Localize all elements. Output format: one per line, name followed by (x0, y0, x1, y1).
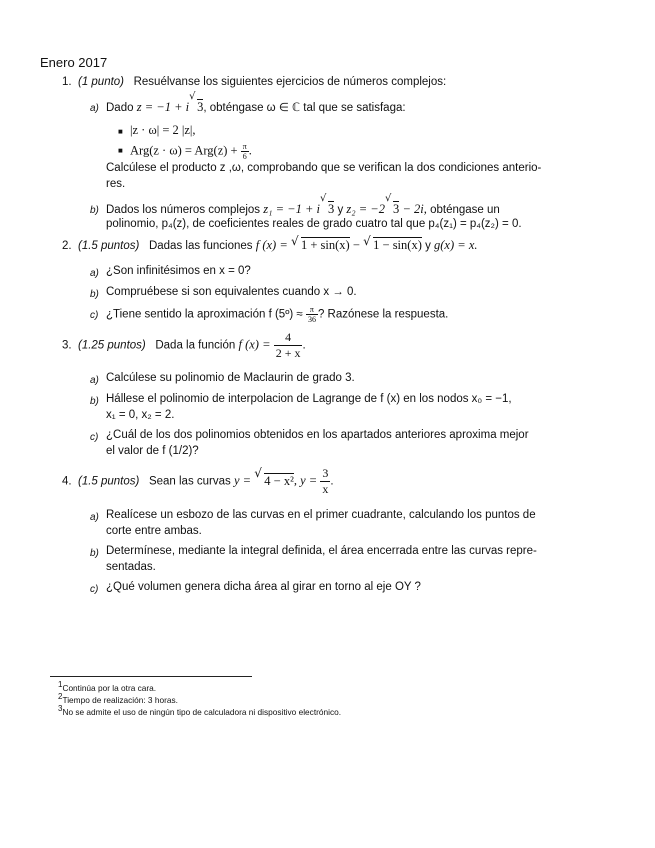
q3b-line2: x₁ = 0, x₂ = 2. (106, 409, 175, 421)
item-label: c) (90, 432, 99, 443)
q2b-text: Compruébese si son equivalentes cuando x → 0. (106, 286, 357, 298)
q3b-line1: Hállese el polinomio de interpolacion de Lagrange de f (x) en los nodos x₀ = −1, (106, 393, 512, 405)
question-1-header (62, 76, 446, 88)
q3c-line1: ¿Cuál de los dos polinomios obtenidos en los apartados anteriores aproxima mejor (106, 429, 529, 441)
item-label: b) (90, 289, 99, 300)
q2c-text-pre: ¿Tiene sentido la aproximación f (5º) ≈ (106, 308, 303, 321)
q3c-line2: el valor de f (1/2)? (106, 445, 199, 457)
q2-radicand-2: 1 − sin(x) (373, 238, 422, 252)
q1a-text-post: , obténgase ω ∈ ℂ tal que se satisfaga: (203, 102, 406, 114)
sqrt-symbol: √ (363, 234, 371, 248)
item-label: b) (90, 205, 99, 216)
fraction (274, 330, 303, 361)
q1b-radicand-1: 3 (328, 202, 335, 216)
question-2-header (62, 234, 478, 253)
question-number: 2. (62, 240, 72, 252)
fraction-numerator: π (242, 142, 247, 151)
question-stem: Sean las curvas (148, 475, 231, 488)
q4a-line1: Realícese un esbozo de las curvas en el primer cuadrante, calculando los puntos de (106, 509, 536, 521)
question-number: 3. (62, 339, 72, 352)
q1b-z2: z₂ = −2 (346, 202, 385, 216)
q3a-text: Calcúlese su polinomio de Maclaurin de grado 3. (106, 372, 355, 384)
fraction (306, 305, 318, 324)
q1a-line1 (106, 91, 406, 115)
fraction-denominator: x (322, 482, 329, 496)
q4b-line1: Determínese, mediante la integral definida, el área encerrada entre las curvas repre- (106, 545, 537, 557)
q2c-text-post: ? Razónese la respuesta. (317, 308, 449, 321)
q4b-line2: sentadas. (106, 561, 156, 573)
q4-end: . (330, 475, 334, 488)
q1a-text-pre: Dado (106, 102, 134, 114)
q1b-line1-post: obténgase un (430, 204, 500, 216)
q2-f: f (x) = (255, 238, 288, 252)
q1b-z1: z₁ = −1 + i (263, 202, 320, 216)
q4c-text: ¿Qué volumen genera dicha área al girar en torno al eje OY ? (106, 581, 421, 593)
q1a-line4: res. (106, 178, 126, 190)
question-points: (1.5 puntos) (77, 240, 140, 252)
question-4-header (62, 466, 334, 497)
item-label: c) (90, 584, 99, 595)
question-points: (1 punto) (77, 76, 125, 88)
fraction-numerator: 3 (322, 466, 329, 480)
sqrt-symbol: √ (385, 193, 392, 204)
footnote-3 (58, 704, 341, 717)
q1b-radicand-2: 3 (393, 202, 400, 216)
q2a-text: ¿Son infinitésimos en x = 0? (106, 265, 251, 277)
q2c-line (106, 305, 448, 324)
question-number: 4. (62, 475, 72, 488)
question-points: (1.25 puntos) (77, 339, 146, 352)
footnote-2 (58, 692, 178, 705)
item-label: c) (90, 310, 99, 321)
q4-y1: y = (233, 473, 252, 488)
q4a-line2: corte entre ambas. (106, 525, 202, 537)
q2-g: g(x) = x. (434, 238, 478, 252)
q1b-line1 (106, 193, 500, 217)
q4-sep: , y = (293, 473, 318, 488)
q1a-bullet1: |z · ω| = 2 |z|, (130, 123, 196, 137)
question-3-header: 3. (1.25 puntos) Dada la función f (x) = $\frac{4}{2 + x}$ . (62, 330, 306, 360)
q2-mid: y (425, 240, 431, 252)
question-points: (1.5 puntos) (77, 475, 140, 488)
item-label: a) (90, 512, 99, 523)
question-stem: Resuélvanse los siguientes ejercicios de números complejos: (133, 76, 447, 88)
q2-radicand-1: 1 + sin(x) (300, 238, 350, 252)
footnote-text: No se admite el uso de ningún tipo de calculadora ni dispositivo electrónico. (62, 706, 342, 717)
q3-f: f (x) = (238, 337, 271, 352)
sqrt-symbol: √ (320, 193, 327, 204)
footnote-mark: 3 (58, 704, 63, 713)
q1b-z2-post: − 2i, (402, 202, 427, 216)
footnote-mark: 1 (58, 680, 63, 689)
bullet-icon: ■ (118, 146, 123, 155)
fraction-denominator: 36 (307, 315, 316, 324)
sqrt-symbol: √ (254, 465, 262, 480)
q1a-expr: z = −1 + i (136, 100, 190, 114)
item-label: a) (90, 268, 99, 279)
fraction-denominator: 6 (242, 152, 247, 161)
q1b-line1-pre: Dados los números complejos (106, 204, 261, 216)
fraction-numerator: 4 (274, 330, 303, 346)
item-label: a) (90, 103, 99, 114)
bullet-icon: ■ (118, 127, 123, 136)
q1a-bullet2-pre: Arg(z · ω) = Arg(z) + (130, 143, 238, 158)
footnote-1 (58, 680, 156, 693)
question-stem: Dadas las funciones (148, 240, 253, 252)
q1b-mid: y (337, 204, 344, 216)
question-stem: Dada la función (155, 339, 236, 352)
page-title: Enero 2017 (40, 55, 108, 70)
q1a-line3: Calcúlese el producto z ,ω, comprobando que se verifican la dos condiciones anterio- (106, 162, 542, 174)
footnote-text: Continúa por la otra cara. (62, 682, 157, 693)
sqrt-symbol: √ (189, 91, 196, 102)
q1a-bullet2-post: . (248, 143, 252, 158)
item-label: a) (90, 375, 99, 386)
q1a-radicand: 3 (197, 100, 204, 114)
item-label: b) (90, 548, 99, 559)
q1a-bullet2 (130, 142, 252, 161)
footnote-text: Tiempo de realización: 3 horas. (62, 694, 178, 705)
q2-minus: − (352, 238, 360, 252)
fraction (241, 142, 249, 161)
footnote-rule (50, 676, 252, 677)
fraction-denominator: 2 + x (275, 346, 301, 360)
sqrt-symbol: √ (290, 234, 299, 248)
fraction (320, 466, 330, 497)
fraction-numerator: π (306, 305, 318, 315)
question-number: 1. (62, 76, 72, 88)
q4-radicand-1: 4 − x² (264, 473, 294, 488)
item-label: b) (90, 396, 99, 407)
q1b-line2: polinomio, p₄(z), de coeficientes reales de grado cuatro tal que p₄(z₁) = p₄(z₂) = 0. (106, 218, 522, 230)
footnote-mark: 2 (58, 692, 63, 701)
